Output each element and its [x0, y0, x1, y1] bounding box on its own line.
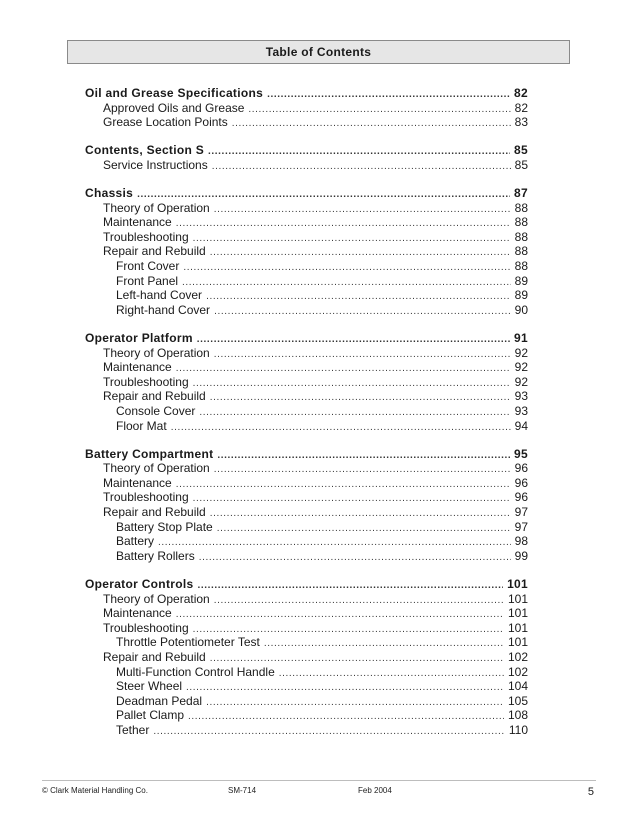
- dot-leader: [193, 490, 511, 506]
- dot-leader: [210, 650, 504, 666]
- toc-entry-page: 98: [514, 534, 528, 549]
- toc-entry[interactable]: [103, 389, 528, 404]
- toc-entry-page: 96: [514, 461, 528, 476]
- toc-entry[interactable]: [103, 490, 528, 505]
- toc-entry-label: Troubleshooting: [103, 374, 189, 389]
- toc-entry[interactable]: [116, 259, 528, 274]
- dot-leader: [176, 360, 511, 376]
- toc-entry[interactable]: [116, 303, 528, 318]
- toc-entry[interactable]: [103, 215, 528, 230]
- toc-entry-page: 89: [514, 288, 528, 303]
- toc-entry-label: Grease Location Points: [103, 115, 228, 130]
- toc-entry-page: 101: [507, 591, 528, 606]
- toc-entry-label: Console Cover: [116, 403, 196, 418]
- toc-entry[interactable]: [116, 288, 528, 303]
- dot-leader: [183, 259, 510, 275]
- toc-entry[interactable]: [103, 346, 528, 361]
- toc-title: Table of Contents: [265, 45, 372, 59]
- toc-entry-page: 82: [514, 100, 528, 115]
- dot-leader: [214, 461, 511, 477]
- toc-entry-label: Tether: [116, 722, 150, 737]
- dot-leader: [210, 505, 511, 521]
- toc-entry-page: 92: [514, 374, 528, 389]
- toc-entry[interactable]: [116, 549, 528, 564]
- toc-entry-label: Multi-Function Control Handle: [116, 664, 275, 679]
- toc-entry-label: Right-hand Cover: [116, 302, 211, 317]
- toc-section-entry[interactable]: [85, 143, 528, 158]
- dot-leader: [193, 621, 504, 637]
- toc-title-banner: [67, 40, 570, 64]
- toc-entry-label: Contents, Section S: [85, 143, 205, 158]
- toc-entry-page: 94: [514, 418, 528, 433]
- toc-section-entry[interactable]: [85, 447, 528, 462]
- dot-leader: [199, 549, 511, 565]
- toc-entry[interactable]: [103, 115, 528, 130]
- toc-entry[interactable]: [116, 520, 528, 535]
- toc-entry-page: 97: [514, 505, 528, 519]
- toc-entry-label: Theory of Operation: [103, 591, 210, 606]
- footer-doc-number: SM-714: [228, 786, 257, 795]
- toc-entry[interactable]: [103, 201, 528, 216]
- dot-leader: [267, 86, 510, 102]
- toc-entry-page: 88: [514, 244, 528, 259]
- dot-leader: [137, 186, 510, 202]
- toc-entry-label: Oil and Grease Specifications: [85, 86, 264, 100]
- dot-leader: [214, 592, 504, 608]
- toc-entry[interactable]: [103, 650, 528, 665]
- toc-entry-page: 104: [507, 679, 528, 694]
- toc-entry-page: 90: [514, 302, 528, 317]
- toc-entry-page: 108: [507, 708, 528, 723]
- toc-entry-page: 101: [507, 635, 528, 650]
- toc-entry-page: 88: [514, 215, 528, 230]
- toc-entry-label: Maintenance: [103, 475, 172, 490]
- toc-entry-label: Battery Rollers: [116, 548, 195, 563]
- toc-entry-page: 83: [514, 115, 528, 130]
- toc-entry-page: 88: [514, 200, 528, 215]
- toc-entry-label: Operator Platform: [85, 330, 193, 345]
- dot-leader: [208, 143, 510, 159]
- toc-entry[interactable]: [103, 230, 528, 245]
- toc-entry-label: Pallet Clamp: [116, 708, 185, 723]
- toc-entry-page: 92: [514, 345, 528, 360]
- dot-leader: [206, 288, 511, 304]
- toc-entry[interactable]: [116, 723, 528, 738]
- toc-entry-label: Battery Stop Plate: [116, 519, 213, 534]
- toc-entry[interactable]: [116, 274, 528, 289]
- toc-entry-label: Maintenance: [103, 606, 172, 621]
- toc-entry-label: Front Panel: [116, 273, 179, 288]
- toc-entry-label: Repair and Rebuild: [103, 244, 206, 259]
- footer-date: Feb 2004: [358, 786, 392, 795]
- dot-leader: [186, 679, 504, 695]
- toc-entry-page: 87: [514, 186, 528, 200]
- toc-entry[interactable]: [103, 158, 528, 173]
- footer-company: © Clark Material Handling Co.: [42, 786, 148, 795]
- toc-entry[interactable]: [116, 694, 528, 709]
- dot-leader: [153, 723, 505, 739]
- toc-entry[interactable]: [103, 505, 528, 520]
- toc-entry-label: Chassis: [85, 186, 134, 200]
- toc-entry-label: Approved Oils and Grease: [103, 100, 245, 115]
- toc-entry-label: Maintenance: [103, 360, 172, 375]
- toc-entry[interactable]: [103, 592, 528, 607]
- toc-entry[interactable]: [103, 476, 528, 491]
- toc-entry[interactable]: [116, 635, 528, 650]
- toc-entry-page: 101: [507, 620, 528, 635]
- toc-entry-page: 92: [514, 360, 528, 375]
- toc-entry[interactable]: [103, 360, 528, 375]
- toc-entry-label: Steer Wheel: [116, 679, 183, 694]
- toc-entry[interactable]: [103, 244, 528, 259]
- toc-entry[interactable]: [103, 461, 528, 476]
- toc-section-entry[interactable]: [85, 331, 528, 346]
- toc-section-entry[interactable]: [85, 86, 528, 101]
- toc-section-entry[interactable]: [85, 186, 528, 201]
- toc-entry-label: Service Instructions: [103, 157, 208, 172]
- toc-entry[interactable]: [103, 606, 528, 621]
- toc-entry-label: Maintenance: [103, 215, 172, 230]
- toc-entry[interactable]: [103, 621, 528, 636]
- dot-leader: [217, 447, 510, 463]
- toc-entry-label: Troubleshooting: [103, 620, 189, 635]
- dot-leader: [210, 244, 511, 260]
- toc-entry-page: 89: [514, 273, 528, 288]
- dot-leader: [182, 274, 511, 290]
- toc-entry[interactable]: [103, 101, 528, 116]
- toc-entry-page: 102: [507, 664, 528, 679]
- dot-leader: [199, 404, 510, 420]
- toc-entry[interactable]: [103, 375, 528, 390]
- toc-entry-label: Deadman Pedal: [116, 693, 203, 708]
- toc-entry-label: Battery Compartment: [85, 446, 214, 461]
- toc-section-entry[interactable]: [85, 577, 528, 592]
- toc-entry-label: Repair and Rebuild: [103, 649, 206, 664]
- toc-entry-page: 88: [514, 229, 528, 244]
- toc-entry-label: Front Cover: [116, 259, 180, 273]
- dot-leader: [197, 577, 503, 593]
- toc-entry-label: Repair and Rebuild: [103, 505, 206, 519]
- toc-entry-page: 102: [507, 649, 528, 664]
- toc-entry-label: Throttle Potentiometer Test: [116, 635, 260, 650]
- footer-divider: [42, 780, 596, 781]
- toc-entry[interactable]: [116, 708, 528, 723]
- toc-entry[interactable]: [116, 534, 528, 549]
- dot-leader: [232, 115, 511, 131]
- toc-entry-page: 99: [514, 548, 528, 563]
- dot-leader: [188, 708, 504, 724]
- toc-entry-page: 110: [508, 722, 528, 737]
- toc-entry-label: Theory of Operation: [103, 200, 210, 215]
- dot-leader: [214, 346, 511, 362]
- dot-leader: [214, 201, 511, 217]
- toc-entry-page: 101: [507, 606, 528, 621]
- toc-entry-page: 105: [507, 693, 528, 708]
- toc-entry-page: 85: [514, 143, 528, 158]
- dot-leader: [248, 101, 510, 117]
- toc-entry-page: 96: [514, 490, 528, 505]
- dot-leader: [214, 303, 511, 319]
- toc-entry-label: Troubleshooting: [103, 229, 189, 244]
- dot-leader: [206, 694, 504, 710]
- toc-entry-page: 88: [514, 259, 528, 273]
- dot-leader: [193, 375, 511, 391]
- toc-entry-page: 97: [514, 519, 528, 534]
- toc-entry-label: Troubleshooting: [103, 490, 189, 505]
- toc-entry-label: Floor Mat: [116, 418, 167, 433]
- dot-leader: [212, 158, 511, 174]
- toc-entry-page: 93: [514, 403, 528, 418]
- dot-leader: [193, 230, 511, 246]
- toc-entry-page: 85: [514, 157, 528, 172]
- dot-leader: [176, 606, 504, 622]
- dot-leader: [176, 476, 511, 492]
- toc-entry-label: Theory of Operation: [103, 345, 210, 360]
- toc-entry-label: Repair and Rebuild: [103, 389, 206, 404]
- dot-leader: [217, 520, 511, 536]
- dot-leader: [210, 389, 511, 405]
- dot-leader: [264, 635, 504, 651]
- dot-leader: [158, 534, 511, 550]
- toc-entry[interactable]: [116, 419, 528, 434]
- toc-entry[interactable]: [116, 679, 528, 694]
- toc-entry-label: Battery: [116, 534, 155, 549]
- toc-entry-label: Theory of Operation: [103, 461, 210, 476]
- dot-leader: [197, 331, 510, 347]
- dot-leader: [176, 215, 511, 231]
- dot-leader: [171, 419, 511, 435]
- toc-entry-page: 95: [514, 446, 528, 461]
- toc-entry-page: 101: [507, 576, 528, 591]
- toc-entry-page: 91: [514, 330, 528, 345]
- footer-page-number: 5: [587, 786, 594, 798]
- toc-entry-page: 82: [514, 86, 528, 100]
- dot-leader: [279, 665, 504, 681]
- toc-entry[interactable]: [116, 665, 528, 680]
- toc-entry-page: 93: [514, 389, 528, 404]
- toc-entry-label: Left-hand Cover: [116, 288, 203, 303]
- toc-entry-page: 96: [514, 475, 528, 490]
- toc-entry-label: Operator Controls: [85, 576, 194, 591]
- toc-entry[interactable]: [116, 404, 528, 419]
